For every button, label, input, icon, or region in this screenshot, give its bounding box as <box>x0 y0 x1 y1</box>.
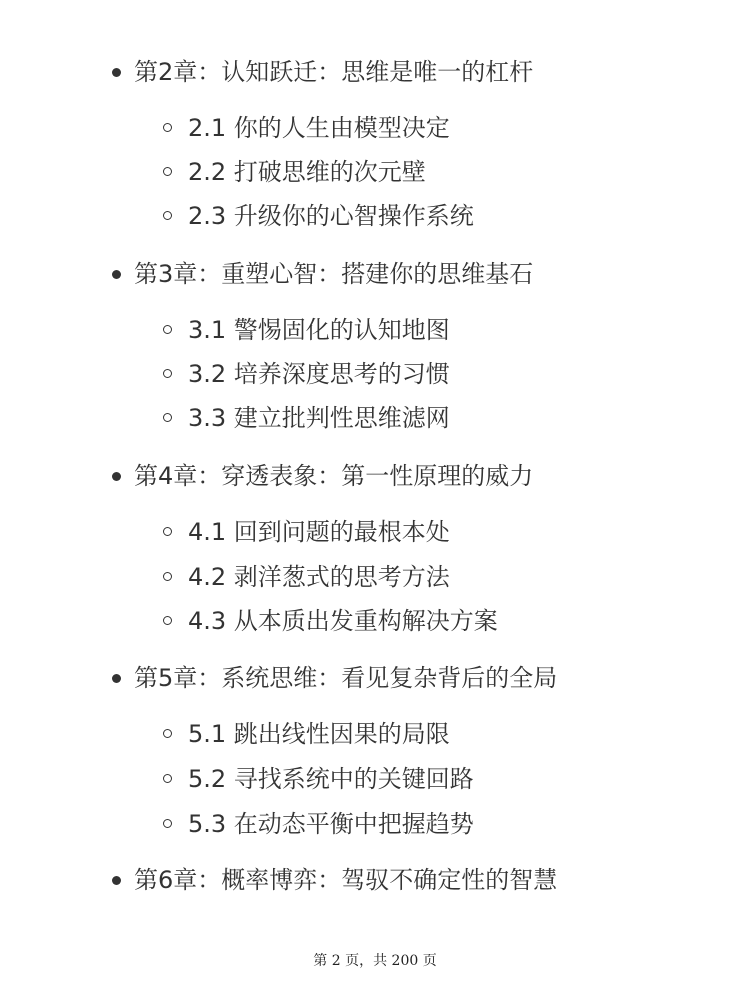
section-title: 3.2 培养深度思考的习惯 <box>188 360 450 388</box>
chapter-title: 第3章：重塑心智：搭建你的思维基石 <box>134 260 534 288</box>
section-title: 5.1 跳出线性因果的局限 <box>188 720 450 748</box>
hollow-bullet-icon <box>163 527 172 536</box>
section-title: 5.2 寻找系统中的关键回路 <box>188 765 474 793</box>
chapter-title: 第6章：概率博弈：驾驭不确定性的智慧 <box>134 866 558 894</box>
hollow-bullet-icon <box>163 774 172 783</box>
section-title: 5.3 在动态平衡中把握趋势 <box>188 810 474 838</box>
section-title: 3.3 建立批判性思维滤网 <box>188 404 450 432</box>
section-title: 4.2 剥洋葱式的思考方法 <box>188 563 450 591</box>
section-title: 2.2 打破思维的次元壁 <box>188 158 426 186</box>
bullet-icon <box>112 472 121 481</box>
bullet-icon <box>112 270 121 279</box>
page-number: 第 2 页，共 200 页 <box>313 953 437 969</box>
hollow-bullet-icon <box>163 572 172 581</box>
chapter-title: 第5章：系统思维：看见复杂背后的全局 <box>134 664 558 692</box>
section-title: 4.1 回到问题的最根本处 <box>188 518 450 546</box>
hollow-bullet-icon <box>163 167 172 176</box>
hollow-bullet-icon <box>163 369 172 378</box>
hollow-bullet-icon <box>163 729 172 738</box>
hollow-bullet-icon <box>163 325 172 334</box>
hollow-bullet-icon <box>163 123 172 132</box>
chapter-title: 第4章：穿透表象：第一性原理的威力 <box>134 462 534 490</box>
chapter-title: 第2章：认知跃迁：思维是唯一的杠杆 <box>134 58 534 86</box>
section-title: 2.3 升级你的心智操作系统 <box>188 202 474 230</box>
section-title: 3.1 警惕固化的认知地图 <box>188 316 450 344</box>
hollow-bullet-icon <box>163 211 172 220</box>
bullet-icon <box>112 68 121 77</box>
hollow-bullet-icon <box>163 413 172 422</box>
section-title: 2.1 你的人生由模型决定 <box>188 114 450 142</box>
bullet-icon <box>112 674 121 683</box>
hollow-bullet-icon <box>163 616 172 625</box>
hollow-bullet-icon <box>163 819 172 828</box>
section-title: 4.3 从本质出发重构解决方案 <box>188 607 498 635</box>
bullet-icon <box>112 876 121 885</box>
